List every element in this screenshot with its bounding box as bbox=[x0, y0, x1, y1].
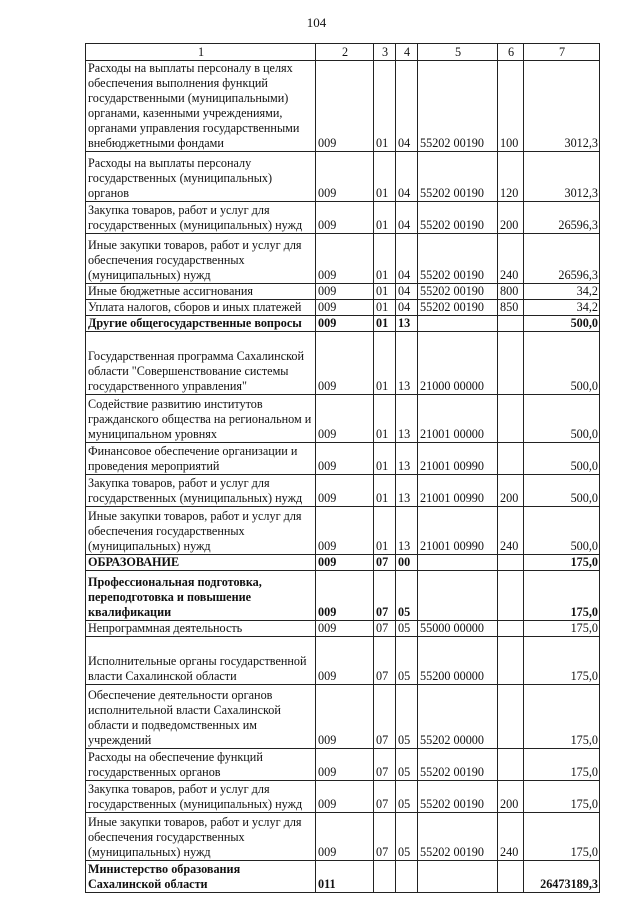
ved-code-cell: 009 bbox=[316, 507, 374, 555]
ved-code-cell: 009 bbox=[316, 749, 374, 781]
section-cell: 01 bbox=[374, 234, 396, 284]
row-name-cell: Содействие развитию институтов гражданского общества на региональном и муниципальном уровнях bbox=[86, 395, 316, 443]
section-cell: 01 bbox=[374, 507, 396, 555]
section-cell: 01 bbox=[374, 316, 396, 332]
section-cell: 01 bbox=[374, 395, 396, 443]
ved-code-cell: 009 bbox=[316, 443, 374, 475]
subsection-cell: 04 bbox=[396, 234, 418, 284]
table-row bbox=[86, 749, 600, 781]
table-row bbox=[86, 61, 600, 152]
row-name-cell: Расходы на выплаты персоналу в целях обеспечения выполнения функций государственными (муниципальными) органами, казенными учреждениями, органами управления государственными внебюджетными фондами bbox=[86, 61, 316, 152]
subsection-cell: 13 bbox=[396, 395, 418, 443]
sum-cell: 175,0 bbox=[524, 555, 600, 571]
table-row bbox=[86, 202, 600, 234]
ved-code-cell: 009 bbox=[316, 234, 374, 284]
ved-code-cell: 009 bbox=[316, 813, 374, 861]
target-article-cell: 21001 00990 bbox=[418, 507, 498, 555]
subsection-cell: 13 bbox=[396, 507, 418, 555]
ved-code-cell: 009 bbox=[316, 781, 374, 813]
header-cell: 5 bbox=[418, 44, 498, 61]
sum-cell: 175,0 bbox=[524, 813, 600, 861]
target-article-cell bbox=[418, 571, 498, 621]
sum-cell: 500,0 bbox=[524, 443, 600, 475]
target-article-cell: 21001 00990 bbox=[418, 475, 498, 507]
expense-type-cell: 200 bbox=[498, 202, 524, 234]
expense-type-cell: 850 bbox=[498, 300, 524, 316]
subsection-cell: 05 bbox=[396, 781, 418, 813]
expense-type-cell bbox=[498, 443, 524, 475]
sum-cell: 500,0 bbox=[524, 475, 600, 507]
section-cell: 01 bbox=[374, 61, 396, 152]
ved-code-cell: 009 bbox=[316, 284, 374, 300]
target-article-cell bbox=[418, 861, 498, 893]
expense-type-cell: 100 bbox=[498, 61, 524, 152]
header-cell: 7 bbox=[524, 44, 600, 61]
row-name-cell: Уплата налогов, сборов и иных платежей bbox=[86, 300, 316, 316]
section-cell: 01 bbox=[374, 202, 396, 234]
sum-cell: 26473189,3 bbox=[524, 861, 600, 893]
sum-cell: 34,2 bbox=[524, 284, 600, 300]
ved-code-cell: 009 bbox=[316, 202, 374, 234]
row-name-cell: Министерство образования Сахалинской области bbox=[86, 861, 316, 893]
row-name-cell: Иные бюджетные ассигнования bbox=[86, 284, 316, 300]
sum-cell: 500,0 bbox=[524, 316, 600, 332]
expense-type-cell: 120 bbox=[498, 152, 524, 202]
expense-type-cell bbox=[498, 637, 524, 685]
expense-type-cell: 200 bbox=[498, 781, 524, 813]
expense-type-cell bbox=[498, 332, 524, 395]
subsection-cell: 13 bbox=[396, 332, 418, 395]
row-name-cell: Финансовое обеспечение организации и проведения мероприятий bbox=[86, 443, 316, 475]
table-row bbox=[86, 284, 600, 300]
expense-type-cell: 240 bbox=[498, 813, 524, 861]
expense-type-cell: 240 bbox=[498, 234, 524, 284]
expense-type-cell bbox=[498, 571, 524, 621]
section-cell: 01 bbox=[374, 300, 396, 316]
table-row bbox=[86, 316, 600, 332]
section-cell: 01 bbox=[374, 284, 396, 300]
target-article-cell: 55202 00190 bbox=[418, 152, 498, 202]
subsection-cell: 13 bbox=[396, 316, 418, 332]
ved-code-cell: 009 bbox=[316, 152, 374, 202]
subsection-cell: 05 bbox=[396, 685, 418, 749]
target-article-cell: 55202 00190 bbox=[418, 284, 498, 300]
sum-cell: 26596,3 bbox=[524, 202, 600, 234]
table-row bbox=[86, 300, 600, 316]
sum-cell: 26596,3 bbox=[524, 234, 600, 284]
subsection-cell: 05 bbox=[396, 621, 418, 637]
ved-code-cell: 009 bbox=[316, 300, 374, 316]
sum-cell: 34,2 bbox=[524, 300, 600, 316]
sum-cell: 175,0 bbox=[524, 621, 600, 637]
page-number: 104 bbox=[306, 15, 327, 30]
section-cell: 07 bbox=[374, 685, 396, 749]
target-article-cell: 21001 00000 bbox=[418, 395, 498, 443]
ved-code-cell: 009 bbox=[316, 395, 374, 443]
table-row bbox=[86, 571, 600, 621]
table-row bbox=[86, 332, 600, 395]
row-name-cell: ОБРАЗОВАНИЕ bbox=[86, 555, 316, 571]
subsection-cell: 04 bbox=[396, 61, 418, 152]
expense-type-cell: 200 bbox=[498, 475, 524, 507]
expense-type-cell bbox=[498, 316, 524, 332]
table-row bbox=[86, 555, 600, 571]
target-article-cell: 21000 00000 bbox=[418, 332, 498, 395]
ved-code-cell: 009 bbox=[316, 685, 374, 749]
target-article-cell: 55202 00000 bbox=[418, 685, 498, 749]
target-article-cell bbox=[418, 316, 498, 332]
table-row bbox=[86, 152, 600, 202]
sum-cell: 175,0 bbox=[524, 637, 600, 685]
section-cell: 01 bbox=[374, 152, 396, 202]
section-cell: 07 bbox=[374, 571, 396, 621]
ved-code-cell: 009 bbox=[316, 61, 374, 152]
ved-code-cell: 009 bbox=[316, 475, 374, 507]
header-cell: 1 bbox=[86, 44, 316, 61]
section-cell: 07 bbox=[374, 749, 396, 781]
row-name-cell: Государственная программа Сахалинской области "Совершенствование системы государственного управления" bbox=[86, 332, 316, 395]
target-article-cell: 55202 00190 bbox=[418, 781, 498, 813]
row-name-cell: Профессиональная подготовка, переподготовка и повышение квалификации bbox=[86, 571, 316, 621]
row-name-cell: Расходы на обеспечение функций государственных органов bbox=[86, 749, 316, 781]
ved-code-cell: 011 bbox=[316, 861, 374, 893]
section-cell: 07 bbox=[374, 813, 396, 861]
subsection-cell: 05 bbox=[396, 637, 418, 685]
expense-type-cell: 800 bbox=[498, 284, 524, 300]
subsection-cell: 05 bbox=[396, 813, 418, 861]
subsection-cell: 13 bbox=[396, 443, 418, 475]
subsection-cell bbox=[396, 861, 418, 893]
expense-type-cell bbox=[498, 685, 524, 749]
target-article-cell bbox=[418, 555, 498, 571]
target-article-cell: 55202 00190 bbox=[418, 813, 498, 861]
expense-type-cell bbox=[498, 621, 524, 637]
target-article-cell: 55202 00190 bbox=[418, 300, 498, 316]
expense-type-cell bbox=[498, 555, 524, 571]
section-cell bbox=[374, 861, 396, 893]
subsection-cell: 04 bbox=[396, 202, 418, 234]
ved-code-cell: 009 bbox=[316, 571, 374, 621]
section-cell: 07 bbox=[374, 621, 396, 637]
row-name-cell: Непрограммная деятельность bbox=[86, 621, 316, 637]
sum-cell: 3012,3 bbox=[524, 152, 600, 202]
row-name-cell: Закупка товаров, работ и услуг для государственных (муниципальных) нужд bbox=[86, 202, 316, 234]
row-name-cell: Исполнительные органы государственной власти Сахалинской области bbox=[86, 637, 316, 685]
section-cell: 07 bbox=[374, 555, 396, 571]
sum-cell: 3012,3 bbox=[524, 61, 600, 152]
target-article-cell: 21001 00990 bbox=[418, 443, 498, 475]
table-row bbox=[86, 621, 600, 637]
table-row bbox=[86, 637, 600, 685]
row-name-cell: Закупка товаров, работ и услуг для государственных (муниципальных) нужд bbox=[86, 475, 316, 507]
expense-type-cell bbox=[498, 749, 524, 781]
budget-table bbox=[85, 43, 600, 893]
row-name-cell: Иные закупки товаров, работ и услуг для обеспечения государственных (муниципальных) нужд bbox=[86, 234, 316, 284]
target-article-cell: 55000 00000 bbox=[418, 621, 498, 637]
sum-cell: 500,0 bbox=[524, 395, 600, 443]
expense-type-cell: 240 bbox=[498, 507, 524, 555]
sum-cell: 500,0 bbox=[524, 332, 600, 395]
subsection-cell: 13 bbox=[396, 475, 418, 507]
header-cell: 4 bbox=[396, 44, 418, 61]
table-row bbox=[86, 813, 600, 861]
subsection-cell: 00 bbox=[396, 555, 418, 571]
ved-code-cell: 009 bbox=[316, 332, 374, 395]
table-row bbox=[86, 685, 600, 749]
row-name-cell: Иные закупки товаров, работ и услуг для обеспечения государственных (муниципальных) нужд bbox=[86, 507, 316, 555]
target-article-cell: 55202 00190 bbox=[418, 202, 498, 234]
target-article-cell: 55202 00190 bbox=[418, 234, 498, 284]
section-cell: 01 bbox=[374, 332, 396, 395]
subsection-cell: 05 bbox=[396, 749, 418, 781]
expense-type-cell bbox=[498, 395, 524, 443]
table-row bbox=[86, 475, 600, 507]
row-name-cell: Обеспечение деятельности органов исполнительной власти Сахалинской области и подведомственных им учреждений bbox=[86, 685, 316, 749]
sum-cell: 175,0 bbox=[524, 781, 600, 813]
table-row bbox=[86, 234, 600, 284]
ved-code-cell: 009 bbox=[316, 555, 374, 571]
ved-code-cell: 009 bbox=[316, 621, 374, 637]
section-cell: 01 bbox=[374, 475, 396, 507]
target-article-cell: 55202 00190 bbox=[418, 61, 498, 152]
subsection-cell: 04 bbox=[396, 300, 418, 316]
table-row bbox=[86, 781, 600, 813]
sum-cell: 175,0 bbox=[524, 571, 600, 621]
row-name-cell: Закупка товаров, работ и услуг для государственных (муниципальных) нужд bbox=[86, 781, 316, 813]
target-article-cell: 55200 00000 bbox=[418, 637, 498, 685]
row-name-cell: Другие общегосударственные вопросы bbox=[86, 316, 316, 332]
target-article-cell: 55202 00190 bbox=[418, 749, 498, 781]
ved-code-cell: 009 bbox=[316, 637, 374, 685]
sum-cell: 175,0 bbox=[524, 749, 600, 781]
table-row bbox=[86, 443, 600, 475]
header-cell: 2 bbox=[316, 44, 374, 61]
section-cell: 01 bbox=[374, 443, 396, 475]
sum-cell: 175,0 bbox=[524, 685, 600, 749]
table-row bbox=[86, 861, 600, 893]
table-row bbox=[86, 507, 600, 555]
sum-cell: 500,0 bbox=[524, 507, 600, 555]
subsection-cell: 04 bbox=[396, 152, 418, 202]
section-cell: 07 bbox=[374, 637, 396, 685]
subsection-cell: 05 bbox=[396, 571, 418, 621]
row-name-cell: Иные закупки товаров, работ и услуг для обеспечения государственных (муниципальных) нужд bbox=[86, 813, 316, 861]
expense-type-cell bbox=[498, 861, 524, 893]
table-row bbox=[86, 395, 600, 443]
ved-code-cell: 009 bbox=[316, 316, 374, 332]
header-cell: 3 bbox=[374, 44, 396, 61]
table-header-row bbox=[86, 44, 600, 61]
row-name-cell: Расходы на выплаты персоналу государственных (муниципальных) органов bbox=[86, 152, 316, 202]
subsection-cell: 04 bbox=[396, 284, 418, 300]
section-cell: 07 bbox=[374, 781, 396, 813]
header-cell: 6 bbox=[498, 44, 524, 61]
